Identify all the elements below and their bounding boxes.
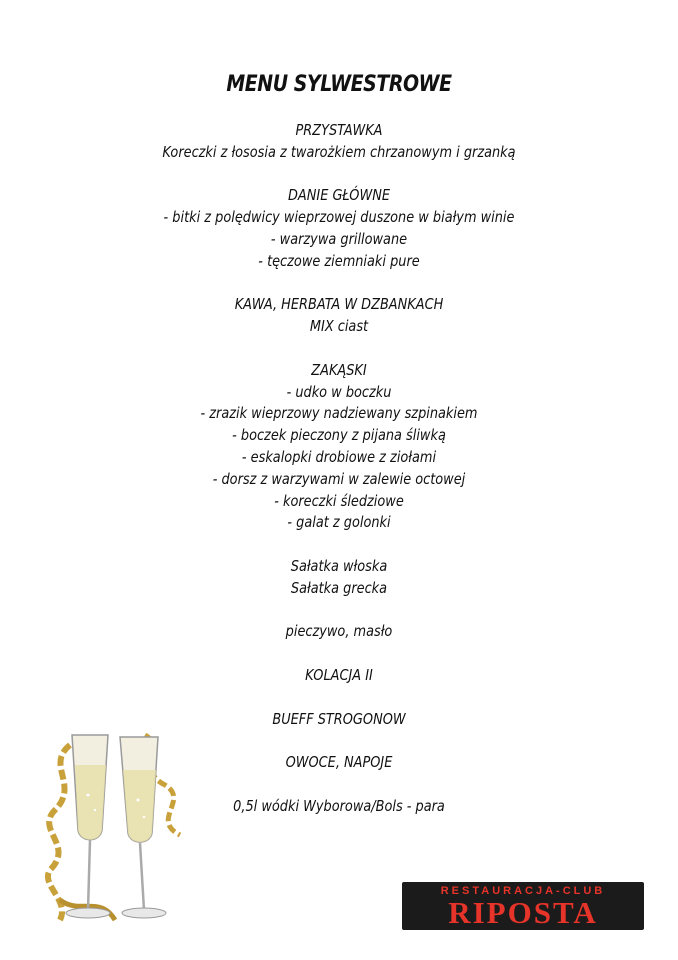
menu-spacer xyxy=(0,643,678,665)
menu-line: Sałatka włoska xyxy=(290,556,388,575)
menu-line: - warzywa grillowane xyxy=(270,229,408,248)
menu-line: - udko w boczku xyxy=(286,382,392,401)
menu-spacer xyxy=(0,600,678,622)
menu-line: OWOCE, NAPOJE xyxy=(285,753,393,772)
menu-spacer xyxy=(0,687,678,709)
menu-line: DANIE GŁÓWNE xyxy=(287,186,391,205)
menu-line: - galat z golonki xyxy=(287,513,391,532)
menu-list xyxy=(0,120,678,818)
menu-line: - zrazik wieprzowy nadziewany szpinakiem xyxy=(200,404,478,423)
menu-line: - koreczki śledziowe xyxy=(274,491,404,510)
menu-line: KOLACJA II xyxy=(305,665,373,684)
restaurant-logo xyxy=(402,882,644,930)
menu-spacer xyxy=(0,273,678,295)
menu-line: Koreczki z łososia z twarożkiem chrzanowym i grzanką xyxy=(162,142,516,161)
logo-subtitle: RESTAURACJA-CLUB xyxy=(440,885,606,897)
champagne-glasses-icon xyxy=(40,725,200,930)
menu-line: PRZYSTAWKA xyxy=(295,121,383,139)
menu-line: KAWA, HERBATA W DZBANKACH xyxy=(234,295,444,314)
menu-line: - eskalopki drobiowe z ziołami xyxy=(241,447,437,466)
menu-line: pieczywo, masło xyxy=(285,622,393,641)
logo-name: RIPOSTA xyxy=(448,895,598,930)
menu-line: Sałatka grecka xyxy=(290,578,388,597)
menu-line: - boczek pieczony z pijana śliwką xyxy=(232,426,446,445)
menu-line: - dorsz z warzywami w zalewie octowej xyxy=(212,469,466,488)
menu-spacer xyxy=(0,164,678,186)
menu-line: MIX ciast xyxy=(309,317,369,336)
menu-title: MENU SYLWESTROWE xyxy=(226,72,452,97)
menu-line: - tęczowe ziemniaki pure xyxy=(258,251,420,270)
menu-line: BUEFF STROGONOW xyxy=(272,709,406,728)
menu-line: ZAKĄSKI xyxy=(311,360,367,379)
menu-spacer xyxy=(0,338,678,360)
menu-line: - bitki z polędwicy wieprzowej duszone w białym winie xyxy=(163,208,515,227)
menu-line: 0,5l wódki Wyborowa/Bols - para xyxy=(233,796,445,815)
menu-spacer xyxy=(0,534,678,556)
